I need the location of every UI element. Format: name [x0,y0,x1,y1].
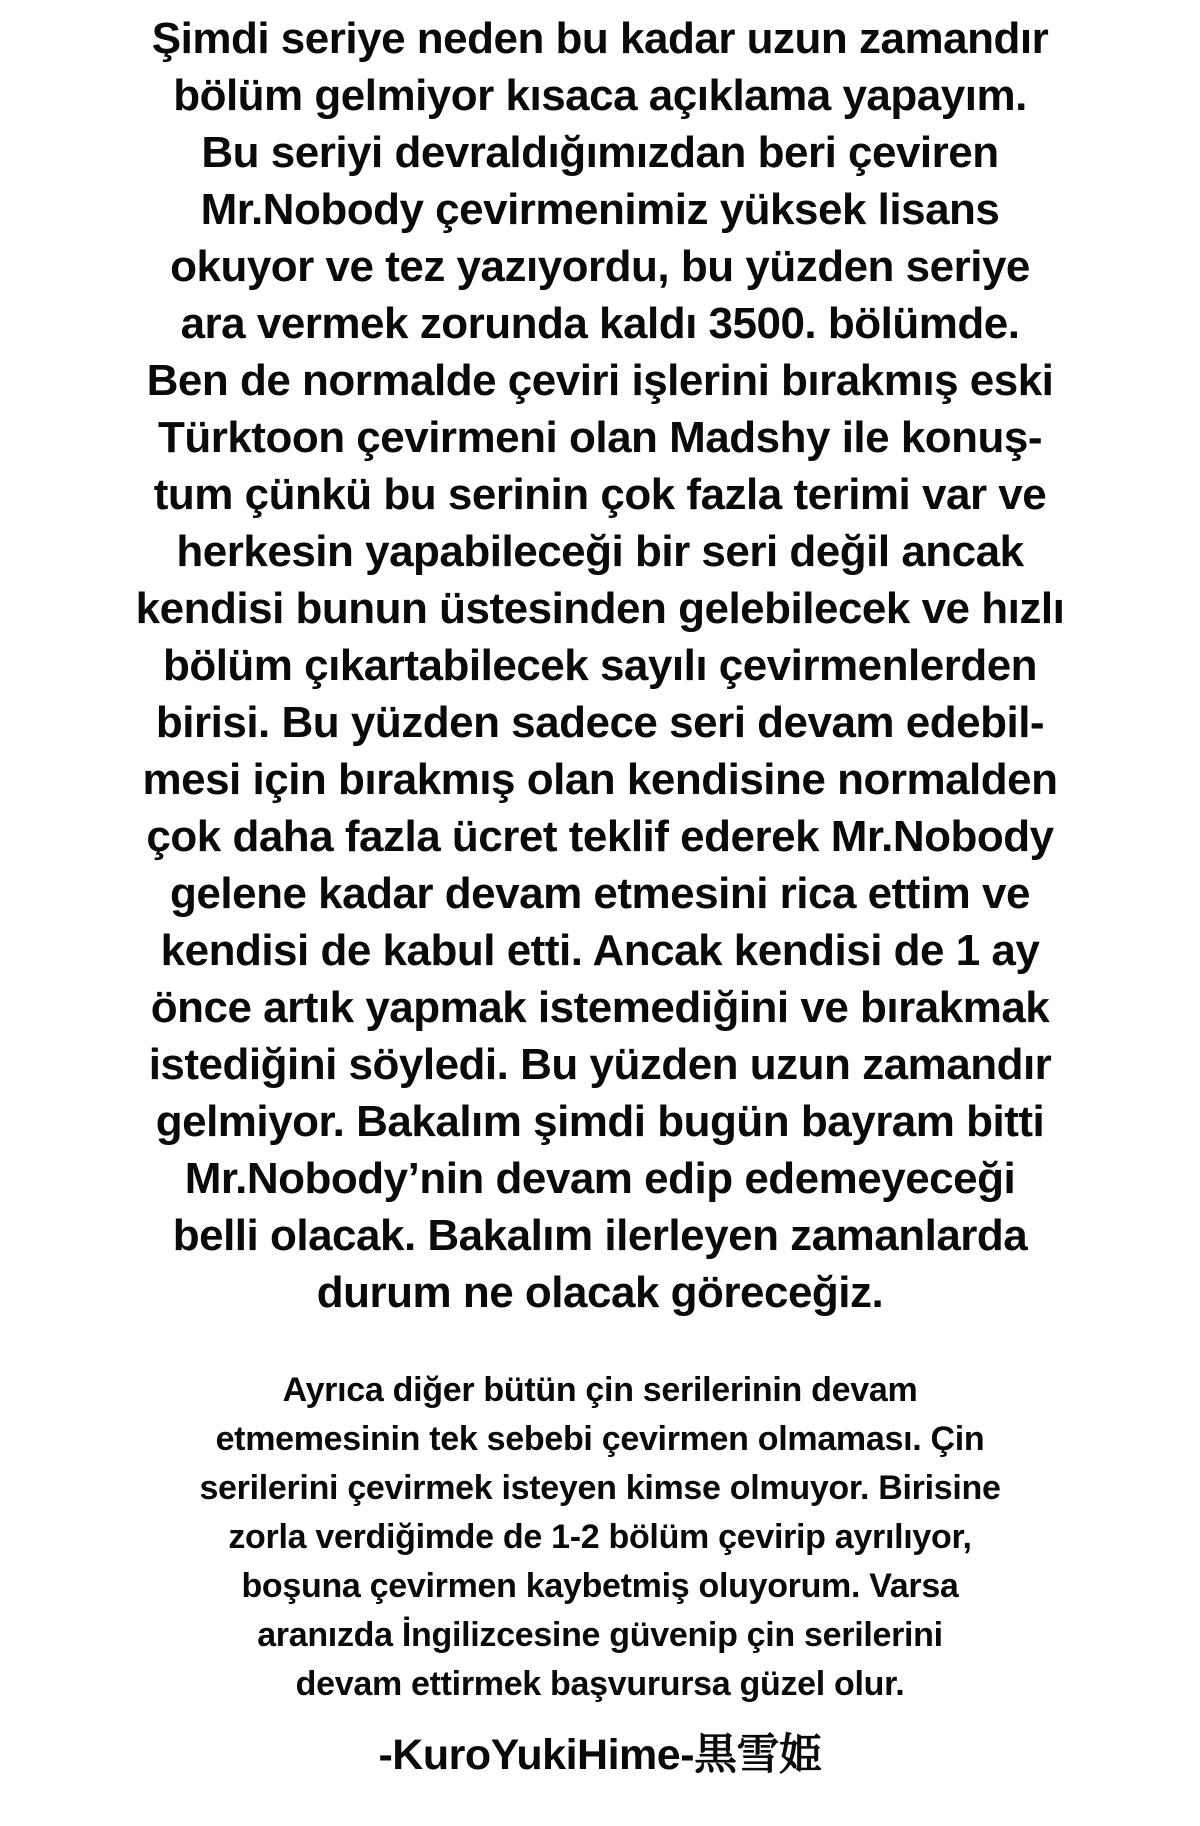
text-line: boşuna çevirmen kaybetmiş oluyorum. Varsa [241,1567,959,1605]
main-announcement-paragraph [0,10,1200,1321]
text-line: durum ne olacak göreceğiz. [316,1268,884,1317]
text-line: gelene kadar devam etmesini rica ettim ve [170,869,1030,918]
text-line: ara vermek zorunda kaldı 3500. bölümde. [180,299,1020,348]
text-line: devam ettirmek başvurursa güzel olur. [295,1665,905,1703]
text-line: mesi için bırakmış olan kendisine normalden [142,755,1058,804]
text-line: herkesin yapabileceği bir seri değil ancak [176,527,1024,576]
text-line: gelmiyor. Bakalım şimdi bugün bayram bitti [155,1097,1045,1146]
text-line: Mr.Nobody’nin devam edip edemeyeceği [184,1154,1016,1203]
text-line: belli olacak. Bakalım ilerleyen zamanlarda [172,1211,1028,1260]
translator-signature: -KuroYukiHime-黒雪姫 [378,1731,822,1779]
text-line: birisi. Bu yüzden sadece seri devam edebil- [155,698,1045,747]
text-line: Türktoon çevirmeni olan Madshy ile konuş- [157,413,1043,462]
text-line: kendisi de kabul etti. Ancak kendisi de 1 ay [160,926,1040,975]
text-line: tum çünkü bu serinin çok fazla terimi var ve [153,470,1047,519]
text-line: etmemesinin tek sebebi çevirmen olmaması. Çin [215,1420,985,1458]
text-line: Mr.Nobody çevirmenimiz yüksek lisans [200,185,1000,234]
text-line: bölüm çıkartabilecek sayılı çevirmenlerden [162,641,1038,690]
text-line: Bu seriyi devraldığımızdan beri çeviren [201,128,999,177]
text-line: Ayrıca diğer bütün çin serilerinin devam [282,1371,918,1409]
secondary-announcement-paragraph [0,1366,1200,1709]
text-line: okuyor ve tez yazıyordu, bu yüzden seriye [170,242,1030,291]
text-line: çok daha fazla ücret teklif ederek Mr.Nobody [146,812,1054,861]
text-line: serilerini çevirmek isteyen kimse olmuyor. Birisine [199,1469,1001,1507]
text-line: istediğini söyledi. Bu yüzden uzun zamandır [148,1040,1052,1089]
text-line: Şimdi seriye neden bu kadar uzun zamandır [151,14,1049,63]
text-line: zorla verdiğimde de 1-2 bölüm çevirip ayrılıyor, [228,1518,972,1556]
text-line: aranızda İngilizcesine güvenip çin serilerini [257,1616,943,1654]
text-line: kendisi bunun üstesinden gelebilecek ve hızlı [135,584,1065,633]
text-line: Ben de normalde çeviri işlerini bırakmış eski [146,356,1054,405]
text-line: önce artık yapmak istemediğini ve bırakmak [150,983,1050,1032]
text-line: bölüm gelmiyor kısaca açıklama yapayım. [173,71,1027,120]
